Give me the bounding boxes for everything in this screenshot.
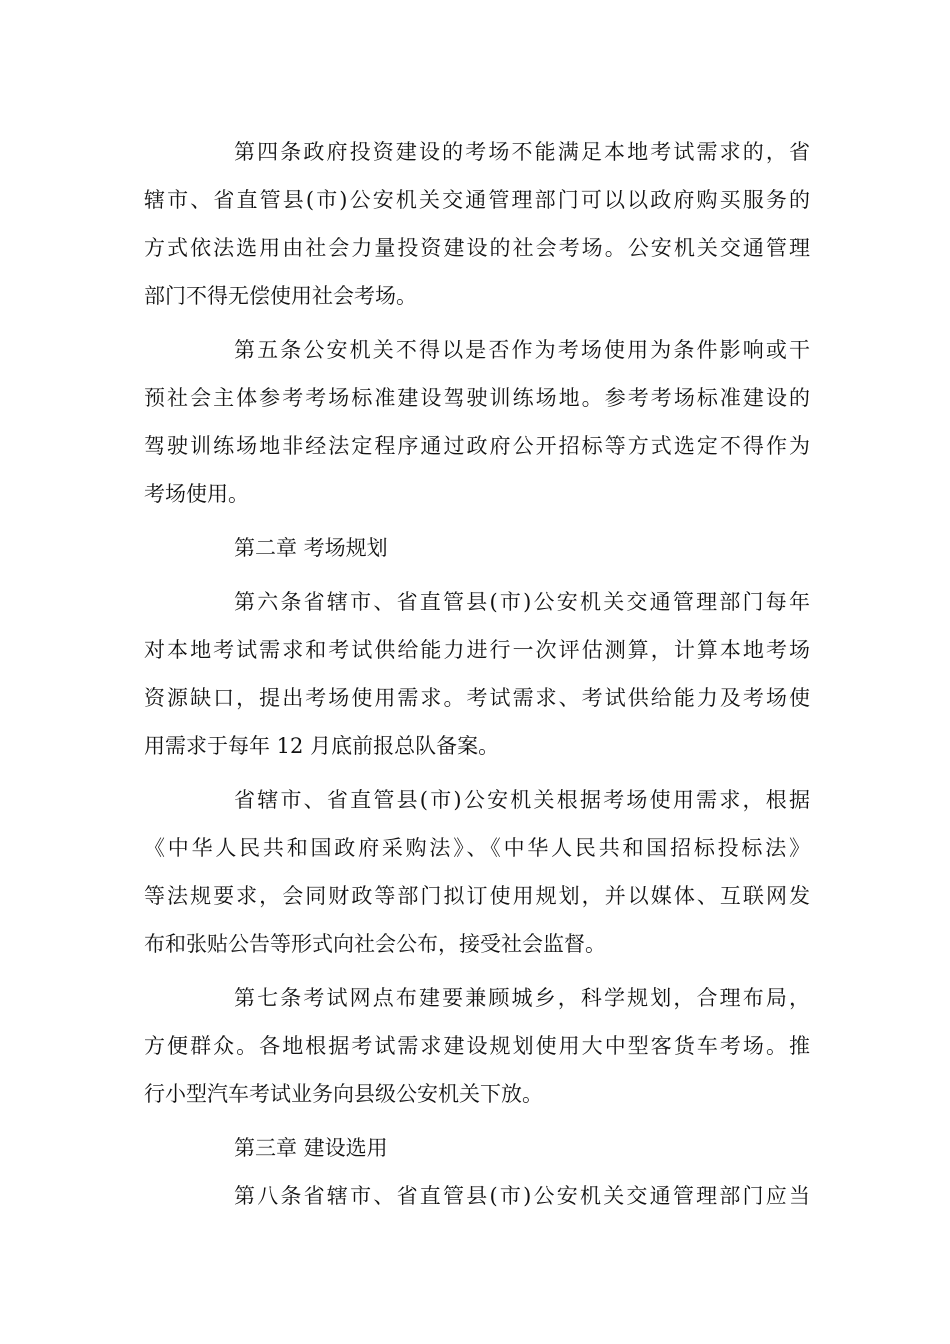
article-5-line-3: 驾驶训练场地非经法定程序通过政府公开招标等方式选定不得作为 — [144, 434, 810, 458]
article-6-line-1: 第六条省辖市、省直管县(市)公安机关交通管理部门每年 — [234, 590, 810, 614]
article-6-line-2: 对本地考试需求和考试供给能力进行一次评估测算，计算本地考场 — [144, 638, 810, 662]
article-4-line-2: 辖市、省直管县(市)公安机关交通管理部门可以以政府购买服务的 — [144, 188, 810, 212]
article-4-line-3: 方式依法选用由社会力量投资建设的社会考场。公安机关交通管理 — [144, 236, 810, 260]
article-6-line-4: 用需求于每年 12 月底前报总队备案。 — [144, 734, 500, 758]
article-5-line-1: 第五条公安机关不得以是否作为考场使用为条件影响或干 — [234, 338, 810, 362]
article-7-line-1: 第七条考试网点布建要兼顾城乡，科学规划，合理布局， — [234, 986, 810, 1010]
article-6-para-2-line-2: 《中华人民共和国政府采购法》、《中华人民共和国招标投标法》 — [144, 836, 810, 860]
article-5-line-2: 预社会主体参考考场标准建设驾驶训练场地。参考考场标准建设的 — [144, 386, 810, 410]
article-4-line-1: 第四条政府投资建设的考场不能满足本地考试需求的，省 — [234, 140, 810, 164]
article-6-para-2-line-3: 等法规要求，会同财政等部门拟订使用规划，并以媒体、互联网发 — [144, 884, 810, 908]
chapter-3-heading: 第三章 建设选用 — [234, 1136, 388, 1160]
article-8-line-1: 第八条省辖市、省直管县(市)公安机关交通管理部门应当 — [234, 1184, 810, 1208]
article-7-line-2: 方便群众。各地根据考试需求建设规划使用大中型客货车考场。推 — [144, 1034, 810, 1058]
article-6-para-2-line-4: 布和张贴公告等形式向社会公布，接受社会监督。 — [144, 932, 606, 956]
article-6-para-2-line-1: 省辖市、省直管县(市)公安机关根据考场使用需求，根据 — [234, 788, 810, 812]
article-5-line-4: 考场使用。 — [144, 482, 249, 506]
article-6-line-3: 资源缺口，提出考场使用需求。考试需求、考试供给能力及考场使 — [144, 686, 810, 710]
chapter-2-heading: 第二章 考场规划 — [234, 536, 388, 560]
article-4-line-4: 部门不得无偿使用社会考场。 — [144, 284, 417, 308]
article-7-line-3: 行小型汽车考试业务向县级公安机关下放。 — [144, 1082, 543, 1106]
